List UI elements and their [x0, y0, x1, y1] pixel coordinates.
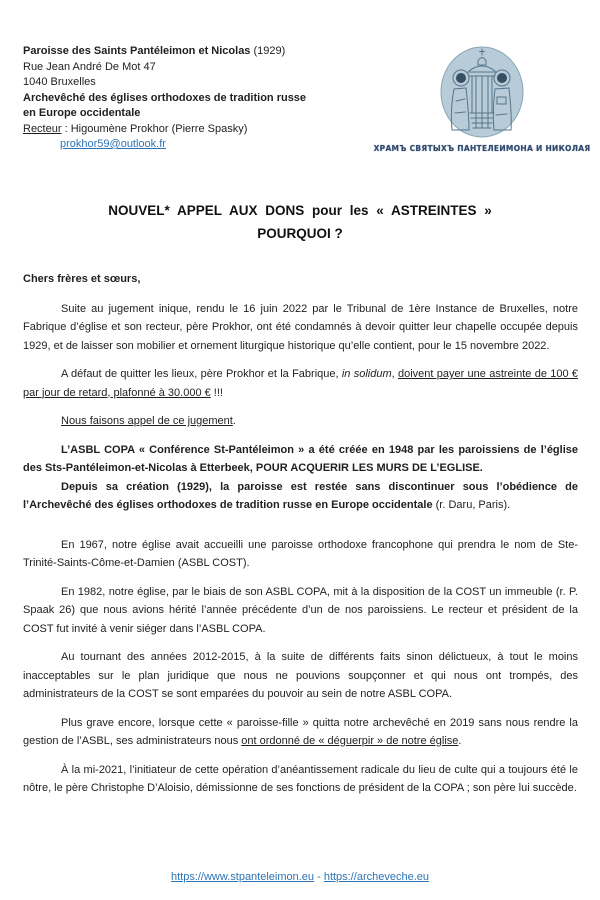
- paragraph-2021: [23, 761, 578, 798]
- parish-seal-block: [373, 45, 591, 153]
- footer-link-archeveche[interactable]: https://archeveche.eu: [323, 871, 430, 883]
- letterhead: [0, 0, 600, 153]
- letter-body: [0, 246, 600, 798]
- paragraph-appel: [23, 412, 578, 431]
- text-run: .: [232, 415, 236, 427]
- text-run: Nous faisons appel de ce jugement: [61, 415, 233, 427]
- org-name: [23, 44, 382, 60]
- text-run: in solidum: [341, 368, 392, 380]
- footer-link-separator: -: [314, 871, 324, 883]
- salutation: Chers frères et sœurs,: [23, 273, 141, 285]
- paragraph-2019: [23, 714, 578, 751]
- archdiocese-line1: Archevêché des églises orthodoxes de tradition russe: [23, 91, 307, 104]
- paragraph-1967: [23, 536, 578, 573]
- text-run: Au tournant des années 2012-2015, à la suite de différents faits sinon délictueux, à tout le moins inacceptables sur le plan juridique que nous ne pouvions soupçonner et qui nous ont trompés, des administrateurs de la COST se sont emparées du pouvoir au sein de notre ASBL COPA.: [23, 651, 578, 700]
- paragraph-1982: [23, 583, 578, 639]
- title-line1: NOUVEL* APPEL AUX DONS pour les « ASTREINTES »: [108, 203, 492, 218]
- text-run: L’ASBL COPA « Conférence St-Pantéleimon » a été créée en 1948 par les paroissiens de l’église des Sts-Pantéleimon-et-Nicolas à Etterbeek, POUR ACQUERIR LES MURS DE L’EGLISE.: [23, 443, 578, 474]
- text-run: ont ordonné de « déguerpir » de notre église: [241, 735, 459, 747]
- text-run: .: [458, 735, 462, 747]
- text-run: Recteur: [23, 122, 62, 135]
- text-run: Paroisse des Saints Pantéleimon et Nicolas: [23, 45, 251, 57]
- footer-link-stpanteleimon[interactable]: https://www.stpanteleimon.eu: [170, 871, 315, 883]
- text-run: ,: [391, 368, 398, 380]
- seal-caption: ХРАМЪ СВЯТЫХЪ ПАНТЕЛЕИМОНА И НИКОЛАЯ: [373, 144, 591, 153]
- text-run: A défaut de quitter les lieux, père Prokhor et la Fabrique,: [61, 368, 342, 380]
- text-run: En 1982, notre église, par le biais de son ASBL COPA, mit à la disposition de la COST un immeuble (r. P. Spaak 26) que nous avions hérité l’année précédente d’un de nos paroissiens. Le recteur et président de la COST fut invité à venir siéger dans l’ASBL COPA.: [23, 585, 578, 635]
- text-run: !!!: [210, 386, 223, 399]
- letterhead-address-block: [23, 44, 382, 153]
- paragraph-astreinte: [23, 365, 578, 402]
- archdiocese-line2: en Europe occidentale: [23, 107, 141, 119]
- email-line: [23, 137, 382, 153]
- text-run: À la mi-2021, l’initiateur de cette opération d’anéantissement radicale du lieu de culte qui a toujours été le nôtre, le père Christophe D’Aloisio, démissionne de ses fonctions de président de la COPA ; son père lui succède.: [23, 763, 578, 794]
- text-run: (r. Daru, Paris).: [435, 499, 511, 511]
- email-link[interactable]: prokhor59@outlook.fr: [60, 138, 166, 150]
- footer-links: [0, 871, 600, 883]
- paragraph-obedience: [23, 478, 578, 515]
- text-run: doivent payer une astreinte de 100 € par jour de retard, plafonné à 30.000 €: [23, 368, 578, 399]
- text-run: En 1967, notre église avait accueilli une paroisse orthodoxe francophone qui prendra le nom de Ste-Trinité-Saints-Côme-et-Damien (ASBL COST).: [23, 538, 578, 569]
- text-run: Plus grave encore, lorsque cette « paroisse-fille » quitta notre archevêché en 2019 sans nous rendre la gestion de l’ASBL, ses administrateurs nous: [23, 716, 578, 747]
- address-city: 1040 Bruxelles: [23, 76, 96, 88]
- text-run: (1929): [250, 45, 286, 57]
- parish-seal-icon: [438, 45, 526, 139]
- text-run: : Higoumène Prokhor (Pierre Spasky): [61, 122, 248, 135]
- paragraph-2012-2015: [23, 648, 578, 704]
- document-title: [0, 200, 600, 246]
- title-line2: POURQUOI ?: [257, 226, 343, 241]
- rector-line: [23, 122, 382, 138]
- paragraph-asbl-copa: [23, 441, 578, 478]
- text-run: Suite au jugement inique, rendu le 16 juin 2022 par le Tribunal de 1ère Instance de Bruxelles, notre Fabrique d’église et son recteur, père Prokhor, ont été condamnés à devoir quitter leur chapelle occupée depuis 1929, et de laisser son mobilier et ornement liturgique historique qu’elle contient, pour le 15 novembre 2022.: [23, 302, 578, 352]
- address-street: Rue Jean André De Mot 47: [23, 60, 156, 73]
- text-run: Depuis sa création (1929), la paroisse est restée sans discontinuer sous l’obédience de l’Archevêché des églises orthodoxes de tradition russe en Europe occidentale: [23, 480, 578, 511]
- paragraph-judgment: [23, 300, 578, 356]
